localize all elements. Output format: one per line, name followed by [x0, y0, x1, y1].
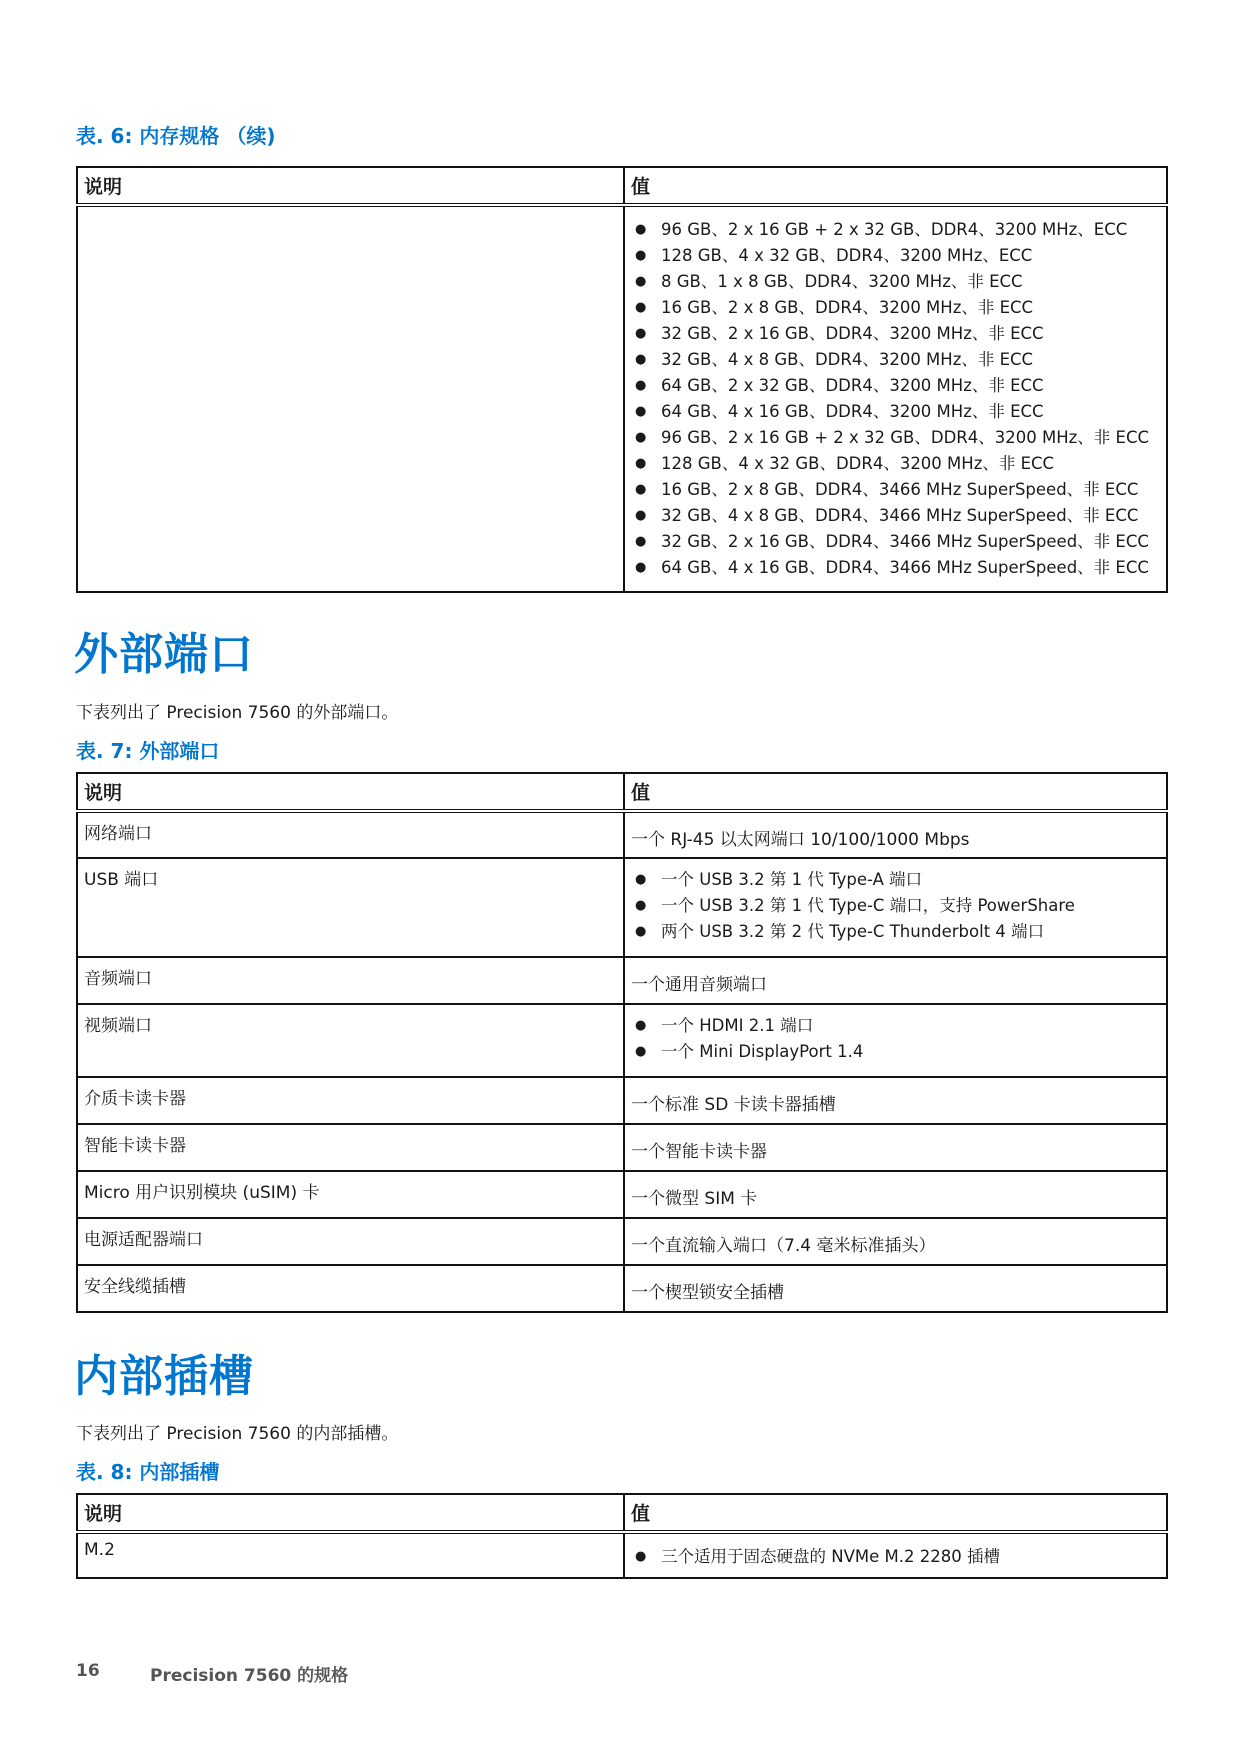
list-item: ● 64 GB、4 x 16 GB、DDR4、3200 MHz、非 ECC [631, 399, 1160, 425]
internal-slots-table [76, 1493, 1168, 1579]
row-desc: 网络端口 [77, 811, 624, 858]
list-item: ● 32 GB、4 x 8 GB、DDR4、3200 MHz、非 ECC [631, 347, 1160, 373]
row-value [624, 858, 1167, 957]
list-item: ● 一个 USB 3.2 第 1 代 Type-A 端口 [631, 867, 1160, 893]
row-desc: USB 端口 [77, 858, 624, 957]
table7-caption: 表. 7: 外部端口 [76, 739, 220, 763]
table-row [77, 1171, 1167, 1218]
row-desc: 安全线缆插槽 [77, 1265, 624, 1312]
footer-document-title: Precision 7560 的规格 [150, 1666, 349, 1686]
header-value: 值 [624, 773, 1167, 811]
m2-slot-list [631, 1544, 1160, 1570]
external-ports-table [76, 772, 1168, 1313]
table-row [77, 1124, 1167, 1171]
table-row [77, 811, 1167, 858]
list-item: ● 三个适用于固态硬盘的 NVMe M.2 2280 插槽 [631, 1544, 1160, 1570]
row-value: 一个通用音频端口 [624, 957, 1167, 1004]
list-item: ● 32 GB、4 x 8 GB、DDR4、3466 MHz SuperSpeed、非 ECC [631, 503, 1160, 529]
list-item: ● 一个 HDMI 2.1 端口 [631, 1013, 1160, 1039]
row-desc: Micro 用户识别模块 (uSIM) 卡 [77, 1171, 624, 1218]
header-description: 说明 [77, 773, 624, 811]
list-item: ● 128 GB、4 x 32 GB、DDR4、3200 MHz、非 ECC [631, 451, 1160, 477]
row-desc: 介质卡读卡器 [77, 1077, 624, 1124]
table-row [77, 1004, 1167, 1077]
row-value: 一个智能卡读卡器 [624, 1124, 1167, 1171]
list-item: ● 两个 USB 3.2 第 2 代 Type-C Thunderbolt 4 端口 [631, 919, 1160, 945]
section-heading-external-ports: 外部端口 [74, 629, 254, 680]
memory-value-cell [624, 205, 1167, 592]
table-header-row [77, 773, 1167, 811]
memory-config-list [631, 217, 1160, 581]
row-desc: 电源适配器端口 [77, 1218, 624, 1265]
row-value: 一个楔型锁安全插槽 [624, 1265, 1167, 1312]
row-desc: 视频端口 [77, 1004, 624, 1077]
section-heading-internal-slots: 内部插槽 [74, 1351, 254, 1402]
table-header-row [77, 167, 1167, 205]
list-item: ● 32 GB、2 x 16 GB、DDR4、3466 MHz SuperSpeed、非 ECC [631, 529, 1160, 555]
list-item: ● 一个 USB 3.2 第 1 代 Type-C 端口，支持 PowerShare [631, 893, 1160, 919]
table-row [77, 1532, 1167, 1578]
row-value: 一个直流输入端口（7.4 毫米标准插头） [624, 1218, 1167, 1265]
header-description: 说明 [77, 167, 624, 205]
list-item: ● 16 GB、2 x 8 GB、DDR4、3466 MHz SuperSpeed、非 ECC [631, 477, 1160, 503]
page-number: 16 [76, 1661, 100, 1681]
memory-spec-table [76, 166, 1168, 593]
table-row [77, 858, 1167, 957]
list-item: ● 8 GB、1 x 8 GB、DDR4、3200 MHz、非 ECC [631, 269, 1160, 295]
row-desc: M.2 [77, 1532, 624, 1578]
list-item: ● 16 GB、2 x 8 GB、DDR4、3200 MHz、非 ECC [631, 295, 1160, 321]
list-item: ● 64 GB、2 x 32 GB、DDR4、3200 MHz、非 ECC [631, 373, 1160, 399]
row-desc: 音频端口 [77, 957, 624, 1004]
header-value: 值 [624, 1494, 1167, 1532]
video-port-list [631, 1013, 1160, 1065]
table-row [77, 1265, 1167, 1312]
table-row [77, 1077, 1167, 1124]
table6-caption: 表. 6: 内存规格 （续) [76, 124, 276, 148]
row-value: 一个 RJ-45 以太网端口 10/100/1000 Mbps [624, 811, 1167, 858]
table8-caption: 表. 8: 内部插槽 [76, 1460, 220, 1484]
internal-slots-intro: 下表列出了 Precision 7560 的内部插槽。 [76, 1424, 399, 1444]
list-item: ● 96 GB、2 x 16 GB + 2 x 32 GB、DDR4、3200 MHz、ECC [631, 217, 1160, 243]
table-row [77, 1218, 1167, 1265]
row-value [624, 1004, 1167, 1077]
table-row [77, 205, 1167, 592]
header-value: 值 [624, 167, 1167, 205]
row-value [624, 1532, 1167, 1578]
memory-desc-cell [77, 205, 624, 592]
table-row [77, 957, 1167, 1004]
external-ports-intro: 下表列出了 Precision 7560 的外部端口。 [76, 703, 399, 723]
row-value: 一个微型 SIM 卡 [624, 1171, 1167, 1218]
list-item: ● 64 GB、4 x 16 GB、DDR4、3466 MHz SuperSpeed、非 ECC [631, 555, 1160, 581]
row-desc: 智能卡读卡器 [77, 1124, 624, 1171]
list-item: ● 96 GB、2 x 16 GB + 2 x 32 GB、DDR4、3200 MHz、非 ECC [631, 425, 1160, 451]
usb-port-list [631, 867, 1160, 945]
list-item: ● 一个 Mini DisplayPort 1.4 [631, 1039, 1160, 1065]
header-description: 说明 [77, 1494, 624, 1532]
row-value: 一个标准 SD 卡读卡器插槽 [624, 1077, 1167, 1124]
table-header-row [77, 1494, 1167, 1532]
list-item: ● 128 GB、4 x 32 GB、DDR4、3200 MHz、ECC [631, 243, 1160, 269]
list-item: ● 32 GB、2 x 16 GB、DDR4、3200 MHz、非 ECC [631, 321, 1160, 347]
